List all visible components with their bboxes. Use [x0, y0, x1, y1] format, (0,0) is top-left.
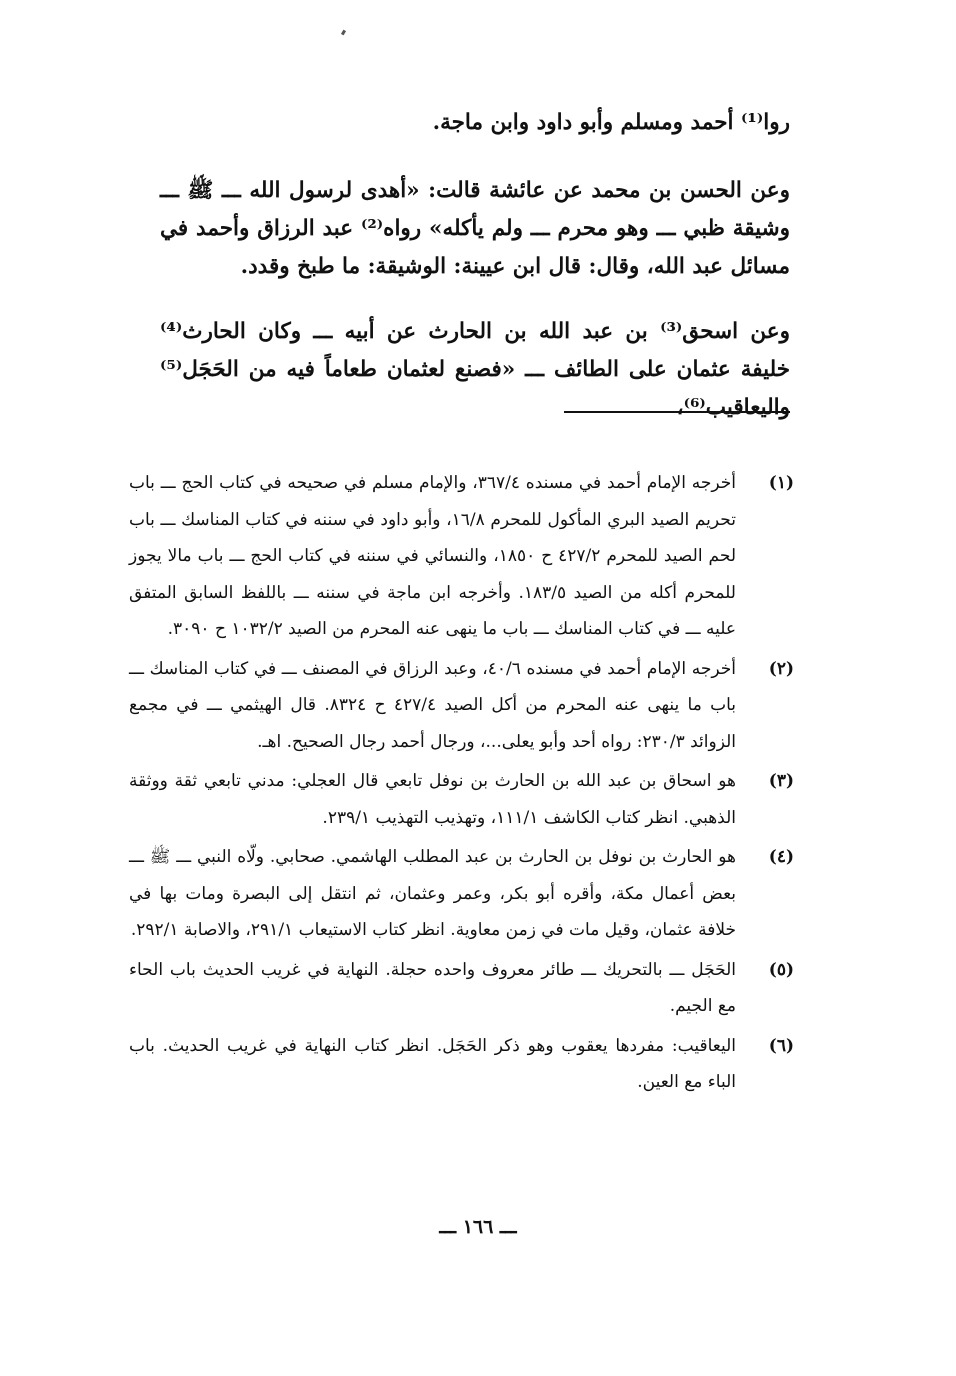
footnote-text: الحَجَل ـــ بالتحريك ـــ طائر معروف واحده حجلة. النهاية في غريب الحديث باب الحاء مع الجيم.: [129, 959, 736, 1016]
footnote-2: [129, 651, 794, 761]
footnote-1: [129, 465, 794, 648]
body-paragraph-2: وعن الحسن بن محمد عن عائشة قالت: «أهدى لرسول الله ـــ ﷺ ـــ وشيقة ظبي ـــ وهو محرم ـــ ولم يأكله» رواه⁽²⁾ عبد الرزاق وأحمد في مسائل عبد الله، وقال: قال ابن عيينة: الوشيقة: ما طبخ وقدد.: [160, 178, 790, 279]
footnote-text: أخرجه الإمام أحمد في مسنده ٤٠/٦، وعبد الرزاق في المصنف ـــ في كتاب المناسك ـــ باب ما ينهى عنه المحرم من أكل الصيد ٤٢٧/٤ ح ٨٣٢٤. قال الهيثمي ـــ في مجمع الزوائد ٢٣٠/٣: رواه أحد وأبو يعلى...، ورجال أحمد رجال الصحيح. اهـ.: [129, 658, 737, 752]
footnote-number: (٥): [768, 959, 794, 980]
footnote-3: [129, 763, 794, 836]
footnote-number: (١): [768, 473, 794, 493]
footnote-number: (٤): [768, 847, 794, 867]
footnote-text: أخرجه الإمام أحمد في مسنده ٣٦٧/٤، والإمام مسلم في صحيحه في كتاب الحج ـــ باب تحريم الصيد البري المأكول للمحرم ١٦/٨، وأبو داود في سننه في كتاب المناسك ـــ باب لحم الصيد للمحرم ٤٢٧/٢ ح ١٨٥٠، والنسائي في سننه في كتاب الحج ـــ باب مالا يجوز للمحرم أكله من الصيد ١٨٣/٥. وأخرجه ابن ماجة في سننه ـــ باللفظ السابق المتفق عليه ـــ في كتاب المناسك ـــ باب ما ينهى عنه المحرم من الصيد ١٠٣٢/٢ ح ٣٠٩٠.: [129, 473, 737, 639]
page-number: ـــ ١٦٦ ـــ: [439, 1216, 517, 1238]
footnote-text: هو الحارث بن نوفل بن الحارث بن عبد المطلب الهاشمي. صحابي. ولّاه النبي ـــ ﷺ ـــ بعض أعمال مكة، وأقره أبو بكر، وعمر وعثمان، ثم انتقل إلى البصرة ومات بها في خلافة عثمان، وقيل مات في زمن معاوية. انظر كتاب الاستيعاب ٢٩١/١، والاصابة ٢٩٢/١.: [129, 847, 736, 940]
footnote-number: (٢): [768, 658, 794, 679]
footnote-number: (٦): [768, 1035, 794, 1056]
footnote-5: [129, 952, 794, 1025]
body-paragraph-3: وعن اسحق⁽³⁾ بن عبد الله بن الحارث عن أبيه ـــ وكان الحارث⁽⁴⁾ خليفة عثمان على الطائف ـــ «فصنع لعثمان طعاماً فيه من الحَجَل⁽⁵⁾ واليعاقيب⁽⁶⁾،: [160, 319, 791, 420]
footnote-text: هو اسحاق بن عبد الله بن الحارث بن نوفل تابعي قال العجلي: مدني تابعي ثقة ووثقة الذهبي. انظر كتاب الكاشف ١١١/١، وتهذيب التهذيب ٢٣٩/١.: [129, 771, 736, 828]
footnote-4: [129, 839, 794, 949]
footnote-separator: [564, 411, 790, 413]
footnote-number: (٣): [768, 771, 794, 791]
body-paragraph-1: روا⁽¹⁾ أحمد ومسلم وأبو داود وابن ماجة.: [432, 110, 790, 135]
footnotes: [129, 465, 794, 1104]
footnote-text: اليعاقيب: مفردها يعقوب وهو ذكر الحَجَل. انظر كتاب النهاية في غريب الحديث. باب الباء مع العين.: [129, 1035, 736, 1092]
scan-speck: [341, 30, 346, 36]
footnote-6: [129, 1028, 794, 1101]
